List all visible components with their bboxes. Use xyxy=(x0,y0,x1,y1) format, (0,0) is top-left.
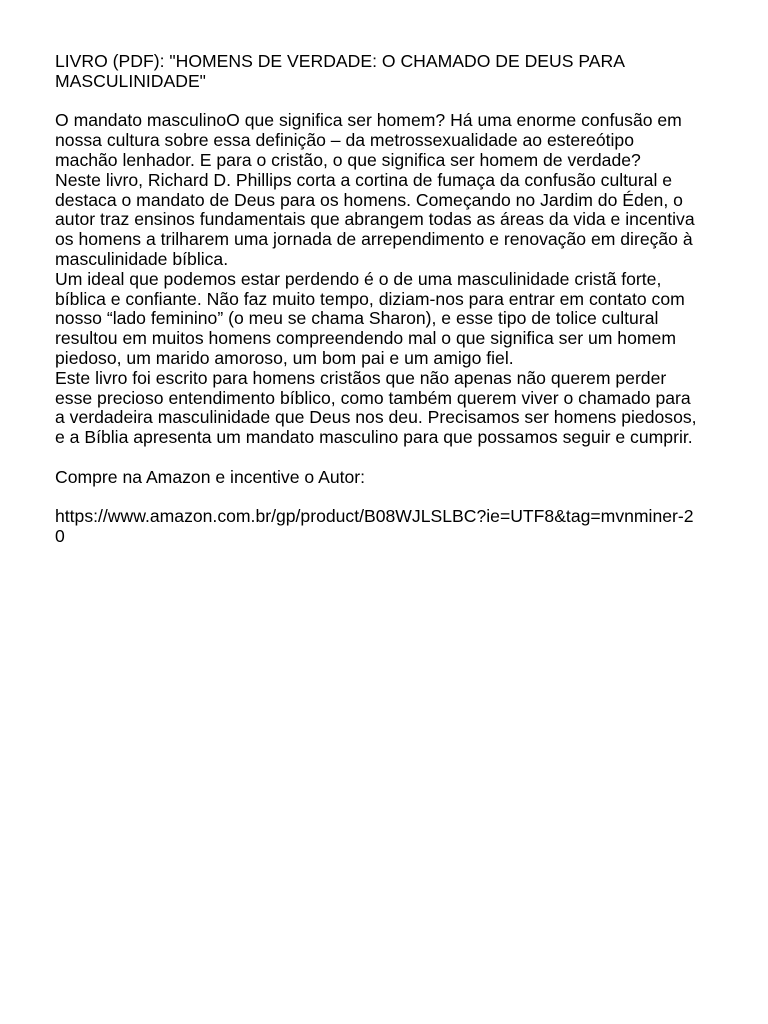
body-paragraph-1: O mandato masculinoO que significa ser homem? Há uma enorme confusão em nossa cultura sobre essa definição – da metrossexualidade ao estereótipo machão lenhador. E para o cristão, o que significa ser homem de verdade? Neste livro, Richard D. Phillips corta a cortina de fumaça da confusão cultural e destaca o mandato de Deus para os homens. Começando no Jardim do Éden, o autor traz ensinos fundamentais que abrangem todas as áreas da vida e incentiva os homens a trilharem uma jornada de arrependimento e renovação em direção à masculinidade bíblica. xyxy=(55,110,695,269)
spacer xyxy=(55,448,721,468)
document-title: LIVRO (PDF): "HOMENS DE VERDADE: O CHAMADO DE DEUS PARA MASCULINIDADE" xyxy=(55,51,625,91)
amazon-link[interactable]: https://www.amazon.com.br/gp/product/B08WJLSLBC?ie=UTF8&tag=mvnminer-2 0 xyxy=(55,506,694,547)
body-paragraph-2: Um ideal que podemos estar perdendo é o de uma masculinidade cristã forte, bíblica e confiante. Não faz muito tempo, diziam-nos para entrar em contato com nosso “lado feminino” (o meu se chama Sharon), e esse tipo de tolice cultural resultou em muitos homens compreendendo mal o que significa ser um homem piedoso, um marido amoroso, um bom pai e um amigo fiel. xyxy=(55,268,685,368)
body-paragraph-3: Este livro foi escrito para homens cristãos que não apenas não querem perder esse precioso entendimento bíblico, como também querem viver o chamado para a verdadeira masculinidade que Deus nos deu. Precisamos ser homens piedosos, e a Bíblia apresenta um mandato masculino para que possamos seguir e cumprir. xyxy=(55,367,697,448)
document-page xyxy=(55,52,721,547)
call-to-action-text: Compre na Amazon e incentive o Autor: xyxy=(55,466,366,487)
spacer xyxy=(55,92,721,112)
spacer xyxy=(55,488,721,508)
